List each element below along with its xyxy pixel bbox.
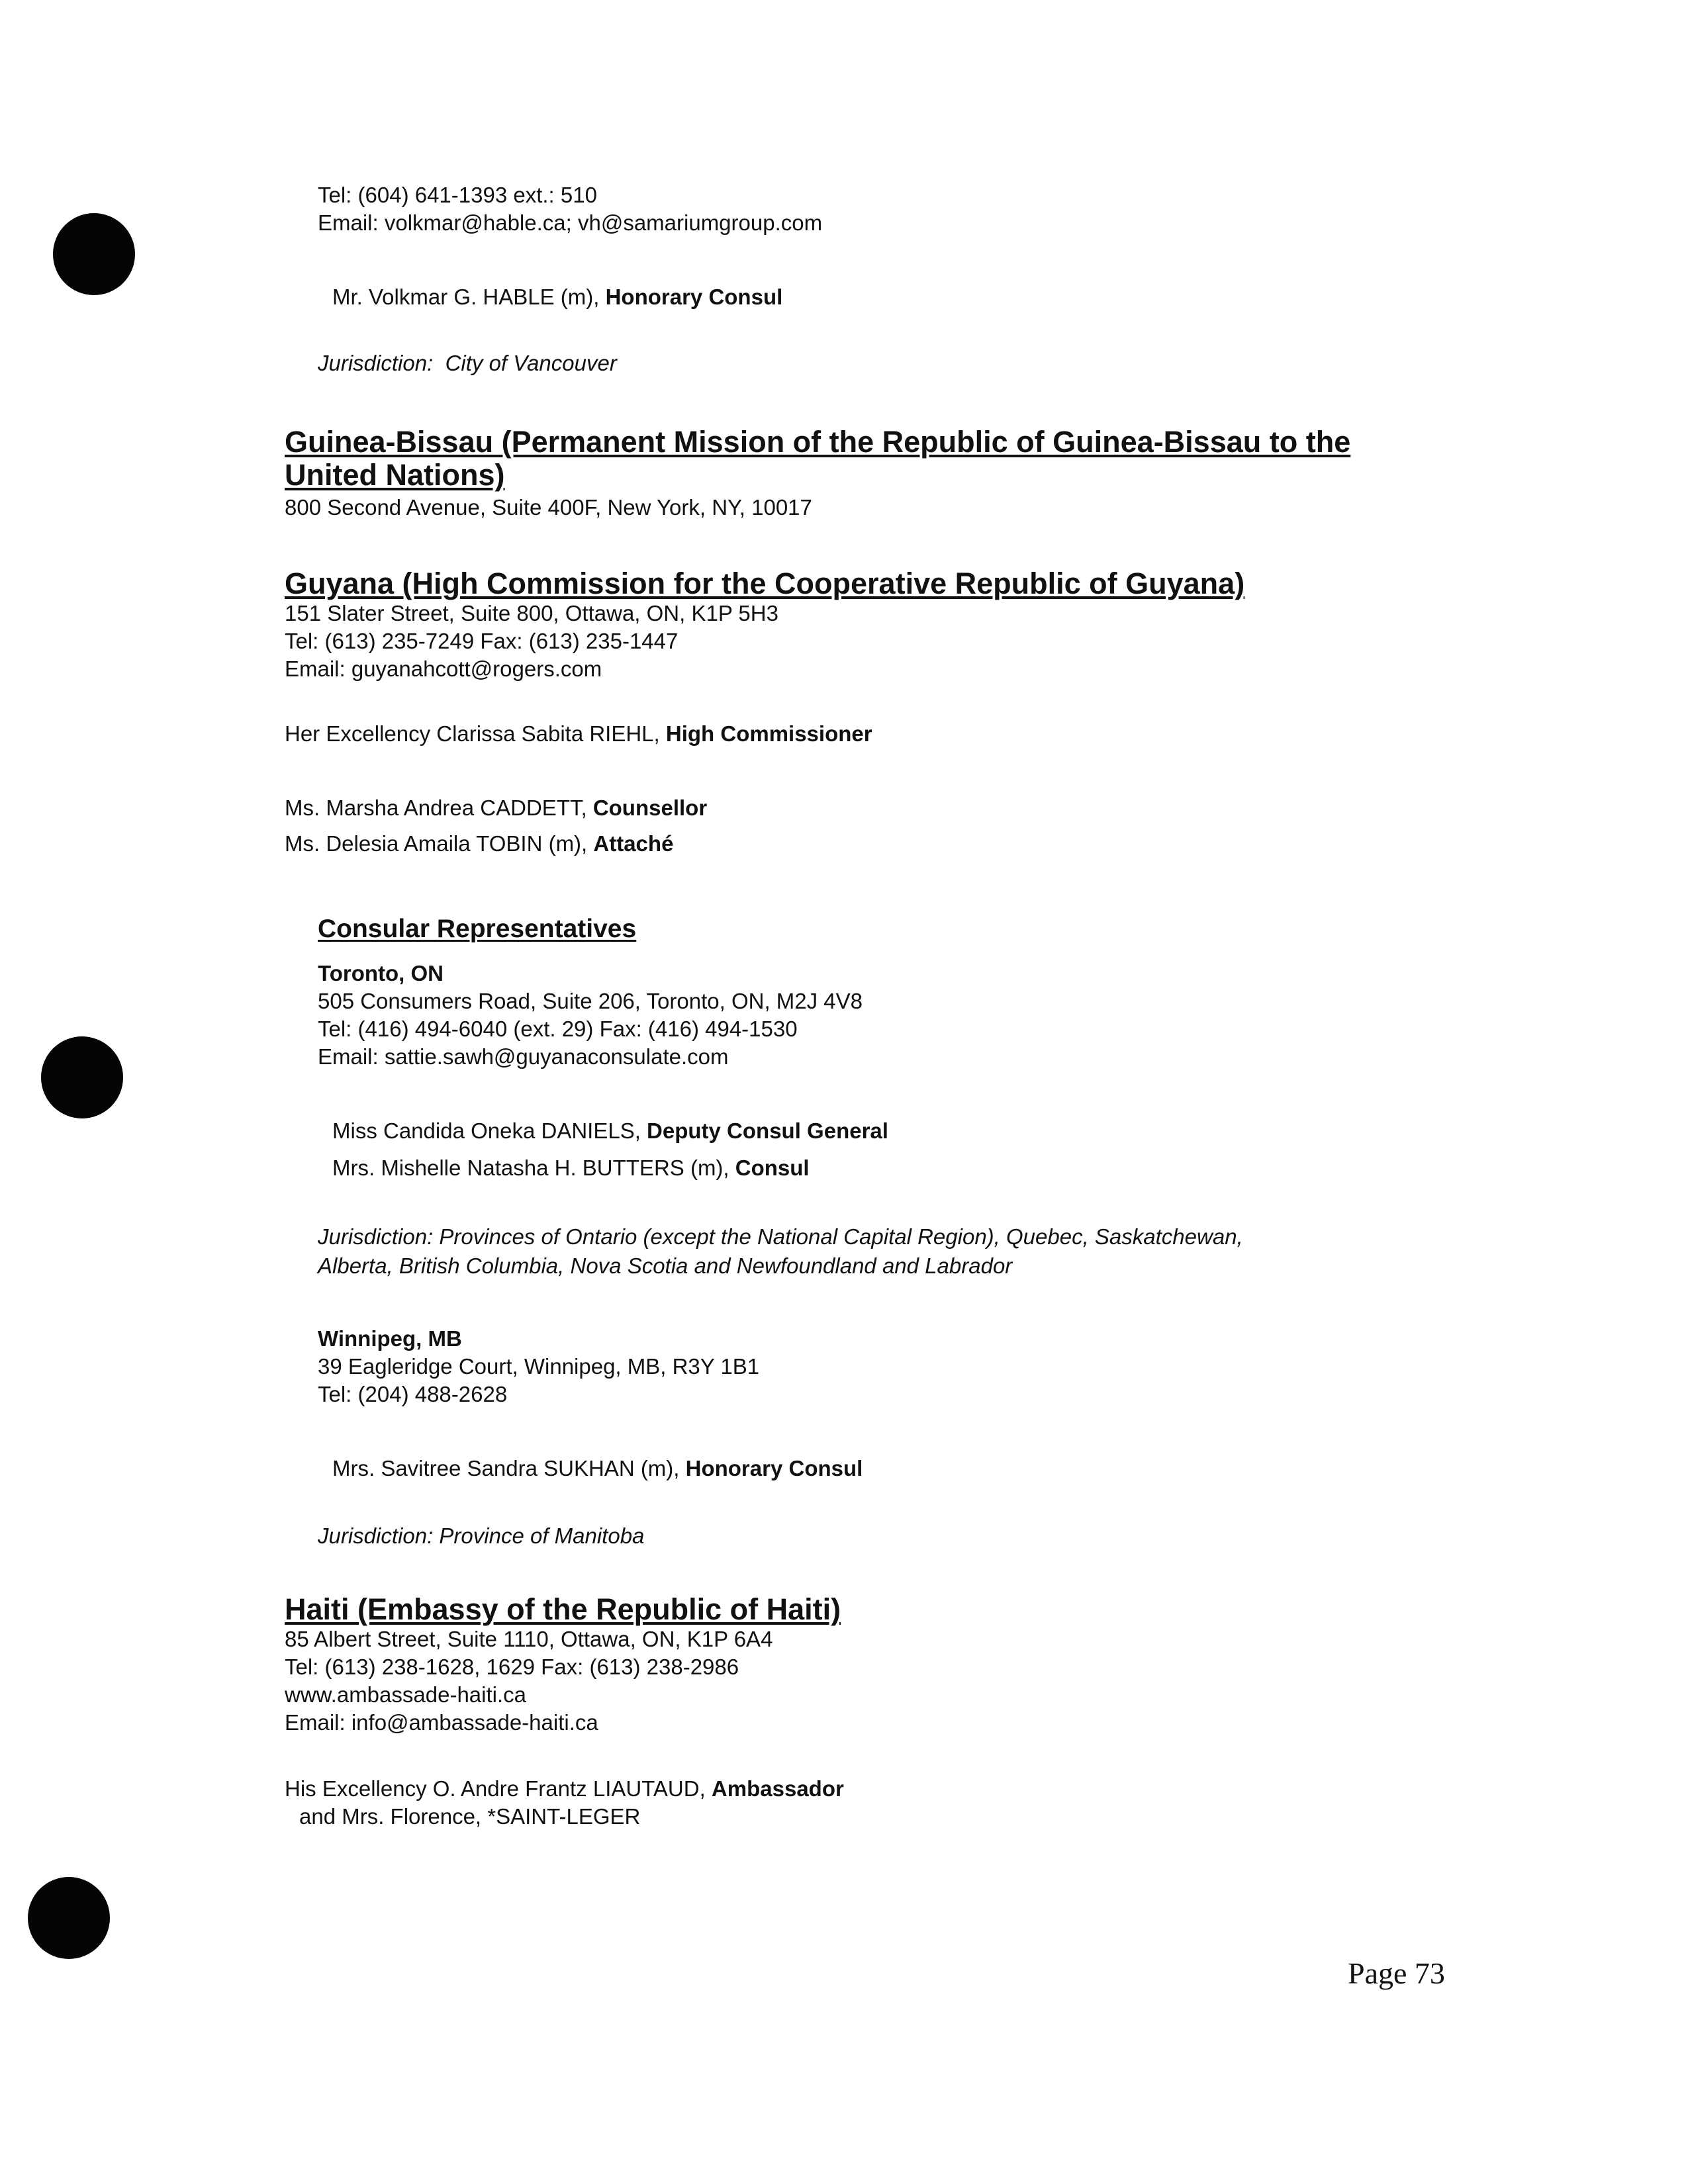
- toronto-tel-fax: Tel: (416) 494-6040 (ext. 29) Fax: (416) 494-1530: [318, 1017, 798, 1041]
- haiti-heading: Haiti (Embassy of the Republic of Haiti): [285, 1592, 841, 1626]
- vancouver-email: Email: volkmar@hable.ca; vh@samariumgroup.com: [318, 210, 823, 235]
- haiti-email: Email: info@ambassade-haiti.ca: [285, 1710, 598, 1735]
- jurisdiction-label: Jurisdiction:: [318, 1524, 434, 1548]
- consular-representatives-heading: Consular Representatives: [318, 915, 637, 943]
- staff-name: Her Excellency Clarissa Sabita RIEHL,: [285, 721, 666, 746]
- person-title: Honorary Consul: [685, 1456, 863, 1480]
- guyana-email: Email: guyanahcott@rogers.com: [285, 657, 602, 681]
- toronto-jurisdiction-line1: [318, 1224, 1243, 1250]
- guyana-staff-attache: [285, 831, 673, 856]
- haiti-address: 85 Albert Street, Suite 1110, Ottawa, ON, K1P 6A4: [285, 1627, 773, 1651]
- winnipeg-jurisdiction: [318, 1524, 644, 1549]
- staff-title: Counsellor: [592, 796, 708, 820]
- ambassador-name: His Excellency O. Andre Frantz LIAUTAUD,: [285, 1776, 712, 1801]
- binder-hole-top: [53, 213, 135, 295]
- guyana-tel-fax: Tel: (613) 235-7249 Fax: (613) 235-1447: [285, 629, 679, 653]
- staff-title: Deputy Consul General: [647, 1118, 888, 1143]
- jurisdiction-label: Jurisdiction:: [318, 1224, 434, 1249]
- guinea-bissau-address: 800 Second Avenue, Suite 400F, New York, NY, 10017: [285, 495, 812, 520]
- jurisdiction-label: Jurisdiction:: [318, 351, 434, 375]
- staff-title: Consul: [735, 1156, 810, 1180]
- binder-hole-middle: [41, 1036, 123, 1118]
- guyana-heading: Guyana (High Commission for the Cooperative Republic of Guyana): [285, 567, 1245, 600]
- vancouver-person: [332, 285, 782, 310]
- staff-title: High Commissioner: [665, 721, 872, 746]
- staff-name: Mrs. Mishelle Natasha H. BUTTERS (m),: [332, 1156, 735, 1180]
- guinea-bissau-heading-line1: Guinea-Bissau (Permanent Mission of the Republic of Guinea-Bissau to the: [285, 425, 1351, 459]
- person-title: Honorary Consul: [605, 285, 783, 309]
- staff-name: Ms. Delesia Amaila TOBIN (m),: [285, 831, 594, 856]
- toronto-city: Toronto, ON: [318, 961, 444, 985]
- haiti-ambassador-spouse: and Mrs. Florence, *SAINT-LEGER: [299, 1804, 641, 1829]
- haiti-ambassador: [285, 1776, 844, 1801]
- toronto-staff-consul: [332, 1156, 810, 1181]
- person-name: Mr. Volkmar G. HABLE (m),: [332, 285, 606, 309]
- binder-hole-bottom: [28, 1877, 110, 1959]
- guyana-staff-high-commissioner: [285, 721, 872, 747]
- staff-name: Miss Candida Oneka DANIELS,: [332, 1118, 647, 1143]
- winnipeg-person: [332, 1456, 863, 1481]
- staff-title: Attaché: [593, 831, 674, 856]
- jurisdiction-text: City of Vancouver: [445, 351, 617, 375]
- winnipeg-address: 39 Eagleridge Court, Winnipeg, MB, R3Y 1B1: [318, 1354, 760, 1379]
- jurisdiction-text: Provinces of Ontario (except the National Capital Region), Quebec, Saskatchewan,: [439, 1224, 1243, 1249]
- toronto-email: Email: sattie.sawh@guyanaconsulate.com: [318, 1044, 729, 1069]
- haiti-website: www.ambassade-haiti.ca: [285, 1682, 526, 1707]
- toronto-staff-deputy-consul-general: [332, 1118, 888, 1144]
- haiti-tel-fax: Tel: (613) 238-1628, 1629 Fax: (613) 238-2986: [285, 1655, 739, 1679]
- vancouver-tel: Tel: (604) 641-1393 ext.: 510: [318, 183, 597, 207]
- winnipeg-tel: Tel: (204) 488-2628: [318, 1382, 508, 1406]
- guinea-bissau-heading-line2: United Nations): [285, 458, 505, 492]
- guyana-address: 151 Slater Street, Suite 800, Ottawa, ON, K1P 5H3: [285, 601, 778, 625]
- guyana-staff-counsellor: [285, 796, 707, 821]
- person-name: Mrs. Savitree Sandra SUKHAN (m),: [332, 1456, 686, 1480]
- staff-name: Ms. Marsha Andrea CADDETT,: [285, 796, 593, 820]
- ambassador-title: Ambassador: [711, 1776, 844, 1801]
- toronto-address: 505 Consumers Road, Suite 206, Toronto, ON, M2J 4V8: [318, 989, 863, 1013]
- toronto-jurisdiction-line2: Alberta, British Columbia, Nova Scotia and Newfoundland and Labrador: [318, 1253, 1013, 1278]
- page-number: Page 73: [1348, 1956, 1445, 1990]
- jurisdiction-text: Province of Manitoba: [439, 1524, 645, 1548]
- vancouver-jurisdiction: [318, 351, 617, 376]
- winnipeg-city: Winnipeg, MB: [318, 1326, 462, 1351]
